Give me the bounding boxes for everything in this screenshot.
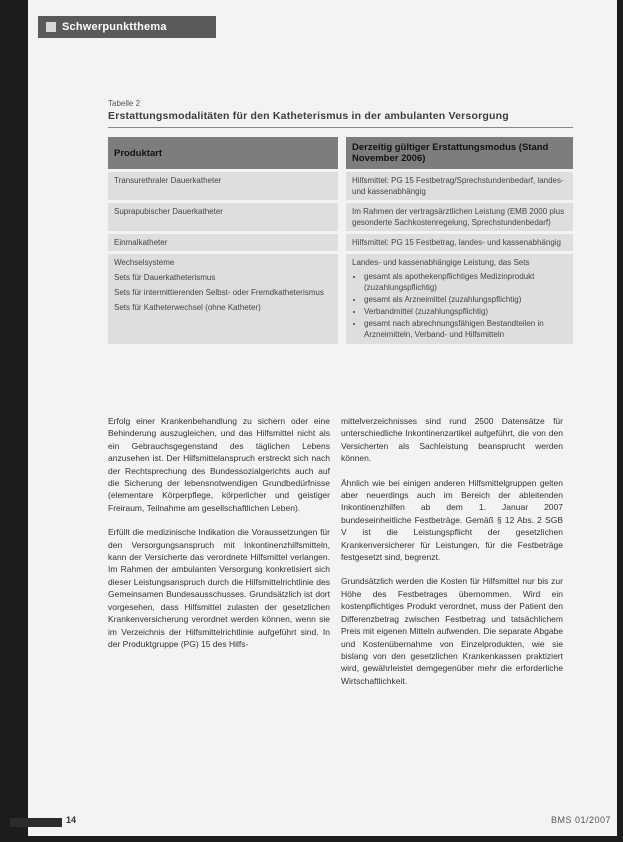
product-item: Wechselsysteme xyxy=(114,258,175,267)
mode-group-cell xyxy=(346,254,573,344)
mode-bullet-list xyxy=(352,271,567,340)
product-cell: Transurethraler Dauerkatheter xyxy=(108,172,346,200)
product-cell: Suprapubischer Dauerkatheter xyxy=(108,203,346,231)
text-column-right xyxy=(341,415,563,699)
list-item: • gesamt als Arzneimittel (zuzahlungspflichtig) xyxy=(364,294,567,305)
section-label: Schwerpunktthema xyxy=(62,21,167,33)
product-item: Sets für Dauerkatheterismus xyxy=(114,273,216,282)
page-number: 14 xyxy=(66,815,77,825)
product-group-cell xyxy=(108,254,346,344)
paragraph: Erfüllt die medizinische Indikation die Voraussetzungen für den Versorgungsanspruch mit Inkontinenzhilfsmitteln, kann der Versicherte das verordnete Hilfsmittel verlangen. Im Rahmen der ambulanten Versorgung konkretisiert sich dieser Leistungsanspruch durch die Hilfsmittelrichtlinie des Gemeinsamen Bundesausschusses. Grundsätzlich ist dort vorgesehen, dass Hilfsmittel zulasten der gesetzlichen Krankenversicherung verordnet werden können, wenn sie im Verzeichnis der Hilfsmittelrichtlinie aufgeführt sind. In der Produktgruppe (PG) 15 des Hilfs- xyxy=(108,527,330,649)
mode-cell: Hilfsmittel: PG 15 Festbetrag/Sprechstundenbedarf, landes- und kassenabhängig xyxy=(346,172,573,200)
column-header-product: Produktart xyxy=(108,137,346,169)
table-header-row xyxy=(108,137,573,169)
mode-intro: Landes- und kassenabhängige Leistung, das Sets xyxy=(352,258,530,267)
paragraph: Erfolg einer Krankenbehandlung zu sichern oder eine Behinderung auszugleichen, und das Hilfsmittel nicht als ein Gebrauchsgegenstand des täglichen Lebens anzusehen ist. Der Hilfsmittelanspruch erstreckt sich nach der Rechtsprechung des Bundessozialgerichts auch auf die Sicherung der lebensnotwendigen Grundbedürfnisse (elementare Körperpflege, körperlicher und geistiger Freiraum, Teilnahme am gesellschaftlichen Leben). xyxy=(108,416,330,513)
product-item: Sets für Katheterwechsel (ohne Katheter) xyxy=(114,303,261,312)
table-row xyxy=(108,203,573,231)
table-title: Erstattungsmodalitäten für den Katheterismus in der ambulanten Versorgung xyxy=(108,110,509,122)
journal-reference: BMS 01/2007 xyxy=(550,815,611,825)
column-header-mode: Derzeitig gültiger Erstattungsmodus (Stand November 2006) xyxy=(346,137,573,169)
paragraph: mittelverzeichnisses sind rund 2500 Datensätze für unterschiedliche Inkontinenzartikel aufgeführt, die von den Versicherten als Sachleistung beansprucht werden können. xyxy=(341,416,563,464)
product-item: Sets für intermittierenden Selbst- oder Fremdkatheterismus xyxy=(114,288,324,297)
table-row xyxy=(108,234,573,251)
mode-cell: Hilfsmittel: PG 15 Festbetrag, landes- und kassenabhängig xyxy=(346,234,573,251)
list-item: • gesamt als apothekenpflichtiges Medizinprodukt (zuzahlungspflichtig) xyxy=(364,271,567,293)
paragraph: Grundsätzlich werden die Kosten für Hilfsmittel nur bis zur Höhe des Festbetrages übernommen. Wird ein kostenpflichtiges Produkt verordnet, muss der Patient den Differenzbetrag zwischen Festbetrag und tatsächlichem Preis mit eigenen Mitteln aufwenden. Die separate Abgabe und Kostenübernahme von Einzelprodukten, wie sie bislang von den gesetzlichen Krankenkassen praktiziert wird, gewährleistet demgegenüber mehr die erforderliche Wirtschaftlichkeit. xyxy=(341,576,563,686)
section-header xyxy=(38,16,216,38)
table-row-group xyxy=(108,254,573,344)
mode-cell: Im Rahmen der vertragsärztlichen Leistung (EMB 2000 plus gesonderte Sachkostenregelung, Sprechstundenbedarf) xyxy=(346,203,573,231)
square-icon xyxy=(46,22,56,32)
list-item: • gesamt nach abrechnungsfähigen Bestandteilen in Arzneimitteln, Verband- und Hilfsmitteln xyxy=(364,318,567,340)
table-caption: Tabelle 2 xyxy=(108,99,141,108)
title-divider xyxy=(108,127,573,128)
text-column-left xyxy=(108,415,330,662)
product-cell: Einmalkatheter xyxy=(108,234,346,251)
table-row xyxy=(108,172,573,200)
footer-bar xyxy=(10,818,62,827)
paragraph: Ähnlich wie bei einigen anderen Hilfsmittelgruppen gelten aber neuerdings auch im Bereich der ableitenden Inkontinenzhilfen ab dem 1. Januar 2007 bundeseinheitliche Festbeträge. Gemäß § 12 Abs. 2 SGB V ist die Leistungspflicht der gesetzlichen Krankenversicherer für Leistungen, für die Festbeträge festgesetzt sind, begrenzt. xyxy=(341,477,563,563)
list-item: • Verbandmittel (zuzahlungspflichtig) xyxy=(364,306,567,317)
reimbursement-table xyxy=(108,134,573,347)
